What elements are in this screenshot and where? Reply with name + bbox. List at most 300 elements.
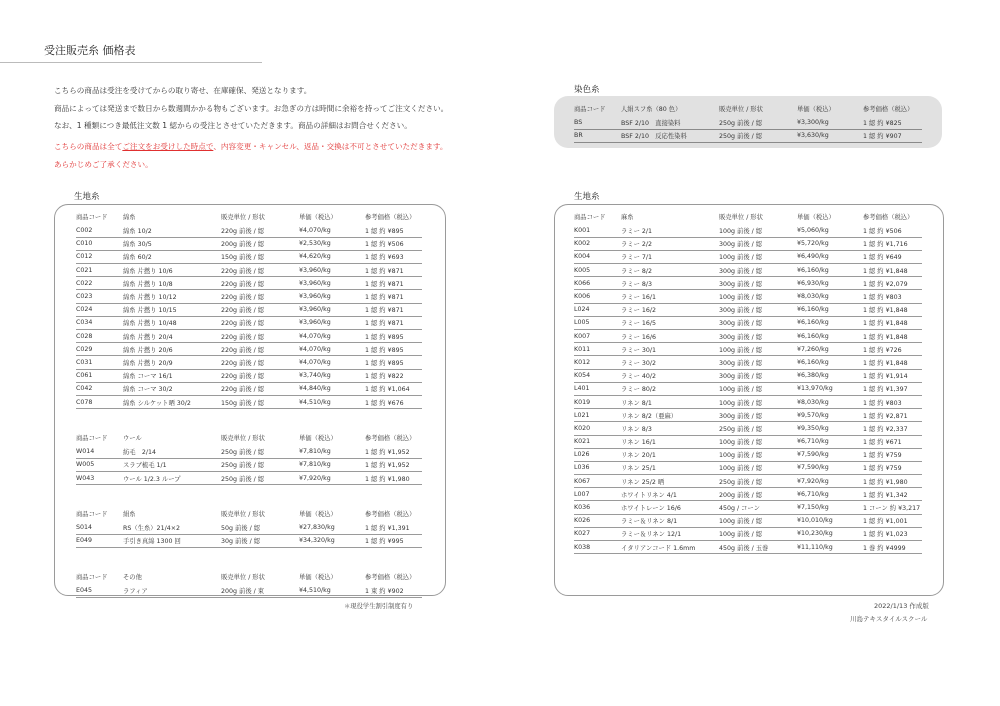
cell-unit: 200g 前後 / 綛 <box>221 237 299 250</box>
cell-price: ¥3,740/kg <box>299 369 365 382</box>
table-row <box>574 264 922 277</box>
cell-ref: 1 綛 約 ¥506 <box>863 224 922 237</box>
cell-unit: 150g 前後 / 綛 <box>221 250 299 263</box>
table-row <box>574 475 922 488</box>
cell-price: ¥6,930/kg <box>797 277 863 290</box>
cell-price: ¥7,590/kg <box>797 448 863 461</box>
table-row <box>574 356 922 369</box>
cell-unit: 300g 前後 / 綛 <box>719 369 797 382</box>
cell-price: ¥5,720/kg <box>797 237 863 250</box>
cell-unit: 200g 前後 / 束 <box>221 584 299 597</box>
cell-unit: 220g 前後 / 綛 <box>221 369 299 382</box>
cell-name: 手引き真綿 1300 回 <box>123 534 221 547</box>
cell-unit: 220g 前後 / 綛 <box>221 290 299 303</box>
cell-ref: 1 綛 約 ¥1,952 <box>365 445 422 458</box>
table-row <box>76 316 422 329</box>
cell-ref: 1 綛 約 ¥1,716 <box>863 237 922 250</box>
cell-name: リネン 8/2（亜麻） <box>621 409 719 422</box>
cell-code: K054 <box>574 369 621 382</box>
cell-price: ¥34,320/kg <box>299 534 365 547</box>
cell-unit: 300g 前後 / 綛 <box>719 237 797 250</box>
table-row <box>76 395 422 408</box>
cell-ref: 1 綛 約 ¥995 <box>365 534 422 547</box>
price-table <box>76 568 422 598</box>
group-spacer <box>76 409 422 429</box>
cell-unit: 300g 前後 / 綛 <box>719 264 797 277</box>
cell-price: ¥3,960/kg <box>299 277 365 290</box>
table-row <box>574 501 922 514</box>
cell-ref: 1 綛 約 ¥676 <box>365 395 422 408</box>
cell-name: リネン 25/1 <box>621 461 719 474</box>
warning-underlined: ご注文をお受けした時点で <box>122 142 214 151</box>
cell-code: K004 <box>574 250 621 263</box>
table-row <box>76 224 422 237</box>
cell-price: ¥4,510/kg <box>299 584 365 597</box>
cell-unit: 450g 前後 / 玉巻 <box>719 541 797 554</box>
cell-code: L024 <box>574 303 621 316</box>
warning-line2: あらかじめご了承ください。 <box>54 159 153 169</box>
header-price: 単価（税込） <box>797 105 835 113</box>
cell-ref: 1 コーン 約 ¥3,217 <box>863 501 922 514</box>
cell-name: ラミー 2/1 <box>621 224 719 237</box>
cell-name: BSF 2/10 直接染料 <box>621 116 719 129</box>
cell-code: K021 <box>574 435 621 448</box>
cell-ref: 1 綛 約 ¥822 <box>365 369 422 382</box>
cell-code: C010 <box>76 237 123 250</box>
cell-name: BSF 2/10 反応性染料 <box>621 129 719 142</box>
cell-name: ラミー 8/3 <box>621 277 719 290</box>
cell-code: C061 <box>76 369 123 382</box>
cell-name: ラミー＆リネン 12/1 <box>621 527 719 540</box>
cell-unit: 100g 前後 / 綛 <box>719 527 797 540</box>
cell-price: ¥3,630/kg <box>797 129 863 142</box>
header-category: 絹糸 <box>123 510 136 518</box>
table-row <box>574 461 922 474</box>
cell-unit: 300g 前後 / 綛 <box>719 277 797 290</box>
cell-price: ¥9,570/kg <box>797 409 863 422</box>
cell-code: K007 <box>574 330 621 343</box>
header-code: 商品コード <box>574 105 606 113</box>
warning-line <box>54 138 448 156</box>
cell-price: ¥7,260/kg <box>797 343 863 356</box>
table-row <box>574 330 922 343</box>
cell-unit: 220g 前後 / 綛 <box>221 316 299 329</box>
cell-price: ¥4,070/kg <box>299 224 365 237</box>
table-header-row <box>76 568 422 584</box>
table-row <box>574 395 922 408</box>
cell-price: ¥4,070/kg <box>299 356 365 369</box>
warning-text <box>54 138 448 173</box>
cell-unit: 100g 前後 / 綛 <box>719 224 797 237</box>
cell-name: ラミー 30/1 <box>621 343 719 356</box>
header-unit: 販売単位 / 形状 <box>221 434 265 442</box>
table-header-row <box>76 208 422 224</box>
cell-code: K019 <box>574 395 621 408</box>
header-category: 麻糸 <box>621 213 634 221</box>
table-row <box>574 435 922 448</box>
cell-unit: 300g 前後 / 綛 <box>719 356 797 369</box>
cell-ref: 1 綛 約 ¥1,914 <box>863 369 922 382</box>
cell-name: ラフィア <box>123 584 221 597</box>
cell-price: ¥4,840/kg <box>299 382 365 395</box>
cell-ref: 1 綛 約 ¥2,337 <box>863 422 922 435</box>
cell-ref: 1 綛 約 ¥649 <box>863 250 922 263</box>
table-row <box>574 514 922 527</box>
cell-name: 綿糸 コーマ 16/1 <box>123 369 221 382</box>
cell-ref: 1 綛 約 ¥726 <box>863 343 922 356</box>
group-spacer <box>76 485 422 505</box>
cell-name: リネン 25/2 晒 <box>621 475 719 488</box>
cell-ref: 1 束 約 ¥902 <box>365 584 422 597</box>
header-category: その他 <box>123 573 142 581</box>
table-row <box>76 290 422 303</box>
cell-ref: 1 綛 約 ¥1,391 <box>365 521 422 534</box>
group-spacer <box>76 548 422 568</box>
intro-line: 商品によっては発送まで数日から数週間かかる物もございます。お急ぎの方は時間に余裕を持ってご注文ください。 <box>54 103 449 113</box>
cell-unit: 100g 前後 / 綛 <box>719 448 797 461</box>
title-divider <box>0 62 262 63</box>
cell-code: C002 <box>76 224 123 237</box>
cell-name: ラミー 80/2 <box>621 382 719 395</box>
cell-ref: 1 綛 約 ¥1,848 <box>863 330 922 343</box>
cell-name: 綿糸 片撚り 10/48 <box>123 316 221 329</box>
cell-price: ¥6,160/kg <box>797 303 863 316</box>
cell-price: ¥4,510/kg <box>299 395 365 408</box>
cell-unit: 220g 前後 / 綛 <box>221 264 299 277</box>
cell-name: リネン 8/1 <box>621 395 719 408</box>
cell-ref: 1 綛 約 ¥871 <box>365 290 422 303</box>
cell-ref: 1 綛 約 ¥2,079 <box>863 277 922 290</box>
cell-name: 綿糸 30/5 <box>123 237 221 250</box>
header-code: 商品コード <box>76 510 108 518</box>
table-header-row <box>76 429 422 445</box>
cell-unit: 250g 前後 / 綛 <box>221 472 299 485</box>
table-row <box>76 382 422 395</box>
cell-ref: 1 綛 約 ¥2,871 <box>863 409 922 422</box>
cell-name: リネン 8/3 <box>621 422 719 435</box>
cell-code: L005 <box>574 316 621 329</box>
cell-unit: 220g 前後 / 綛 <box>221 277 299 290</box>
cell-unit: 100g 前後 / 綛 <box>719 290 797 303</box>
cell-code: K038 <box>574 541 621 554</box>
cell-ref: 1 綛 約 ¥871 <box>365 316 422 329</box>
cell-unit: 100g 前後 / 綛 <box>719 395 797 408</box>
cell-unit: 220g 前後 / 綛 <box>221 382 299 395</box>
cell-ref: 1 綛 約 ¥1,952 <box>365 458 422 471</box>
left-tables <box>76 208 422 598</box>
cell-name: スラブ梳毛 1/1 <box>123 458 221 471</box>
header-ref: 参考価格（税込） <box>365 434 416 442</box>
cell-ref: 1 綛 約 ¥1,064 <box>365 382 422 395</box>
cell-name: ウール 1/2.3 ループ <box>123 472 221 485</box>
header-price: 単価（税込） <box>797 213 835 221</box>
cell-unit: 100g 前後 / 綛 <box>719 343 797 356</box>
header-ref: 参考価格（税込） <box>365 213 416 221</box>
table-row <box>574 224 922 237</box>
cell-name: 綿糸 60/2 <box>123 250 221 263</box>
warning-part1: こちらの商品は全て <box>54 142 123 151</box>
cell-code: W014 <box>76 445 123 458</box>
cell-name: RS（生糸）21/4×2 <box>123 521 221 534</box>
cell-ref: 1 綛 約 ¥803 <box>863 290 922 303</box>
cell-price: ¥7,150/kg <box>797 501 863 514</box>
cell-ref: 1 綛 約 ¥1,848 <box>863 356 922 369</box>
cell-ref: 1 綛 約 ¥1,001 <box>863 514 922 527</box>
cell-price: ¥13,970/kg <box>797 382 863 395</box>
header-code: 商品コード <box>574 213 606 221</box>
cell-code: K036 <box>574 501 621 514</box>
cell-name: ラミー 40/2 <box>621 369 719 382</box>
cell-price: ¥10,010/kg <box>797 514 863 527</box>
header-unit: 販売単位 / 形状 <box>719 213 763 221</box>
table-row <box>76 237 422 250</box>
cell-code: K020 <box>574 422 621 435</box>
cell-code: C031 <box>76 356 123 369</box>
cell-unit: 450g / コーン <box>719 501 797 514</box>
header-price: 単価（税込） <box>299 573 337 581</box>
cell-ref: 1 綛 約 ¥803 <box>863 395 922 408</box>
cell-ref: 1 綛 約 ¥1,848 <box>863 264 922 277</box>
header-code: 商品コード <box>76 213 108 221</box>
cell-unit: 220g 前後 / 綛 <box>221 343 299 356</box>
header-unit: 販売単位 / 形状 <box>221 510 265 518</box>
cell-name: ラミー 30/2 <box>621 356 719 369</box>
cell-name: リネン 16/1 <box>621 435 719 448</box>
cell-price: ¥7,920/kg <box>797 475 863 488</box>
cell-code: C022 <box>76 277 123 290</box>
cell-code: W005 <box>76 458 123 471</box>
cell-name: ラミー 16/1 <box>621 290 719 303</box>
table-row <box>76 521 422 534</box>
cell-price: ¥8,030/kg <box>797 395 863 408</box>
cell-name: 綿糸 片撚り 20/9 <box>123 356 221 369</box>
intro-line: なお、1 種類につき最低注文数 1 綛からの受注とさせていただきます。商品の詳細はお問合せください。 <box>54 121 412 130</box>
cell-code: K001 <box>574 224 621 237</box>
cell-ref: 1 綛 約 ¥871 <box>365 303 422 316</box>
cell-code: C012 <box>76 250 123 263</box>
cell-code: C023 <box>76 290 123 303</box>
cell-price: ¥4,070/kg <box>299 343 365 356</box>
cell-ref: 1 綛 約 ¥759 <box>863 461 922 474</box>
table-row <box>76 584 422 597</box>
cell-ref: 1 綛 約 ¥1,397 <box>863 382 922 395</box>
cell-ref: 1 綛 約 ¥759 <box>863 448 922 461</box>
cell-code: K011 <box>574 343 621 356</box>
cell-code: K005 <box>574 264 621 277</box>
cell-price: ¥6,160/kg <box>797 330 863 343</box>
cell-name: 紡毛 2/14 <box>123 445 221 458</box>
table-row <box>76 264 422 277</box>
cell-ref: 1 綛 約 ¥895 <box>365 343 422 356</box>
table-row <box>574 382 922 395</box>
cell-ref: 1 綛 約 ¥871 <box>365 264 422 277</box>
cell-name: ラミー 16/5 <box>621 316 719 329</box>
cell-code: K026 <box>574 514 621 527</box>
cell-price: ¥7,590/kg <box>797 461 863 474</box>
cell-name: 綿糸 片撚り 20/6 <box>123 343 221 356</box>
cell-ref: 1 綛 約 ¥671 <box>863 435 922 448</box>
table-row <box>574 541 922 554</box>
right-table <box>574 208 922 554</box>
cell-unit: 250g 前後 / 綛 <box>719 422 797 435</box>
table-row <box>76 445 422 458</box>
cell-name: 綿糸 シルケット晒 30/2 <box>123 395 221 408</box>
cell-code: C028 <box>76 330 123 343</box>
table-row <box>76 356 422 369</box>
cell-code: C034 <box>76 316 123 329</box>
table-row <box>574 343 922 356</box>
cell-price: ¥6,160/kg <box>797 264 863 277</box>
cell-name: 綿糸 片撚り 10/12 <box>123 290 221 303</box>
cell-code: BR <box>574 129 621 142</box>
cell-name: ラミー 16/6 <box>621 330 719 343</box>
cell-code: C024 <box>76 303 123 316</box>
table-row <box>574 129 922 142</box>
cell-price: ¥6,380/kg <box>797 369 863 382</box>
cell-price: ¥6,160/kg <box>797 356 863 369</box>
intro-text <box>54 82 448 135</box>
right-section-title: 生地糸 <box>574 192 600 202</box>
table-header-row <box>574 208 922 224</box>
table-row <box>574 316 922 329</box>
table-row <box>574 422 922 435</box>
page-title: 受注販売糸 価格表 <box>44 44 136 57</box>
cell-name: ラミー 2/2 <box>621 237 719 250</box>
cell-price: ¥3,960/kg <box>299 316 365 329</box>
cell-unit: 220g 前後 / 綛 <box>221 330 299 343</box>
cell-name: 綿糸 片撚り 10/6 <box>123 264 221 277</box>
cell-price: ¥7,810/kg <box>299 445 365 458</box>
cell-unit: 100g 前後 / 綛 <box>719 250 797 263</box>
cell-price: ¥6,160/kg <box>797 316 863 329</box>
cell-code: K067 <box>574 475 621 488</box>
cell-price: ¥3,960/kg <box>299 264 365 277</box>
cell-ref: 1 綛 約 ¥1,342 <box>863 488 922 501</box>
cell-unit: 250g 前後 / 綛 <box>719 116 797 129</box>
header-unit: 販売単位 / 形状 <box>221 213 265 221</box>
table-header-row <box>574 100 922 116</box>
header-unit: 販売単位 / 形状 <box>719 105 763 113</box>
cell-code: E049 <box>76 534 123 547</box>
table-row <box>574 277 922 290</box>
cell-unit: 100g 前後 / 綛 <box>719 435 797 448</box>
cell-unit: 100g 前後 / 綛 <box>719 461 797 474</box>
cell-name: ラミー 7/1 <box>621 250 719 263</box>
cell-unit: 100g 前後 / 綛 <box>719 514 797 527</box>
cell-price: ¥5,060/kg <box>797 224 863 237</box>
cell-price: ¥3,300/kg <box>797 116 863 129</box>
cell-price: ¥6,710/kg <box>797 435 863 448</box>
cell-unit: 200g 前後 / 綛 <box>719 488 797 501</box>
cell-price: ¥3,960/kg <box>299 303 365 316</box>
table-row <box>76 303 422 316</box>
table-row <box>574 250 922 263</box>
cell-name: ラミー＆リネン 8/1 <box>621 514 719 527</box>
table-row <box>574 303 922 316</box>
header-price: 単価（税込） <box>299 510 337 518</box>
header-code: 商品コード <box>76 573 108 581</box>
cell-unit: 50g 前後 / 綛 <box>221 521 299 534</box>
cell-price: ¥7,920/kg <box>299 472 365 485</box>
table-row <box>574 290 922 303</box>
cell-name: イタリアンコード 1.6mm <box>621 541 719 554</box>
table-row <box>574 409 922 422</box>
cell-ref: 1 綛 約 ¥506 <box>365 237 422 250</box>
header-category: 綿糸 <box>123 213 136 221</box>
cell-name: ラミー 16/2 <box>621 303 719 316</box>
header-category: 人絹スフ糸（80 色） <box>621 105 682 113</box>
cell-code: S014 <box>76 521 123 534</box>
price-table <box>76 505 422 548</box>
cell-price: ¥10,230/kg <box>797 527 863 540</box>
header-price: 単価（税込） <box>299 213 337 221</box>
cell-code: K002 <box>574 237 621 250</box>
cell-ref: 1 綛 約 ¥907 <box>863 129 922 142</box>
cell-code: L026 <box>574 448 621 461</box>
cell-code: C029 <box>76 343 123 356</box>
price-table <box>574 208 922 554</box>
cell-price: ¥7,810/kg <box>299 458 365 471</box>
table-row <box>574 237 922 250</box>
header-ref: 参考価格（税込） <box>863 213 914 221</box>
table-row <box>76 458 422 471</box>
cell-code: BS <box>574 116 621 129</box>
left-section-title: 生地糸 <box>74 192 100 202</box>
header-code: 商品コード <box>76 434 108 442</box>
cell-price: ¥2,530/kg <box>299 237 365 250</box>
cell-code: K027 <box>574 527 621 540</box>
table-row <box>76 250 422 263</box>
cell-price: ¥4,070/kg <box>299 330 365 343</box>
cell-unit: 250g 前後 / 綛 <box>719 475 797 488</box>
cell-ref: 1 綛 約 ¥693 <box>365 250 422 263</box>
cell-unit: 100g 前後 / 綛 <box>719 382 797 395</box>
table-row <box>76 343 422 356</box>
cell-code: L021 <box>574 409 621 422</box>
cell-unit: 250g 前後 / 綛 <box>719 129 797 142</box>
cell-unit: 220g 前後 / 綛 <box>221 356 299 369</box>
cell-code: W043 <box>76 472 123 485</box>
table-row <box>76 369 422 382</box>
cell-ref: 1 綛 約 ¥1,023 <box>863 527 922 540</box>
cell-code: K006 <box>574 290 621 303</box>
cell-name: リネン 20/1 <box>621 448 719 461</box>
cell-ref: 1 巻 約 ¥4999 <box>863 541 922 554</box>
cell-name: 綿糸 10/2 <box>123 224 221 237</box>
warning-part2: 、内容変更・キャンセル、返品・交換は不可とさせていただきます。 <box>213 142 448 151</box>
table-row <box>574 448 922 461</box>
price-table <box>76 429 422 485</box>
cell-ref: 1 綛 約 ¥1,848 <box>863 303 922 316</box>
cell-code: L007 <box>574 488 621 501</box>
cell-ref: 1 綛 約 ¥1,980 <box>863 475 922 488</box>
table-row <box>574 116 922 129</box>
cell-code: C078 <box>76 395 123 408</box>
table-row <box>76 330 422 343</box>
header-ref: 参考価格（税込） <box>365 510 416 518</box>
cell-ref: 1 綛 約 ¥895 <box>365 330 422 343</box>
cell-unit: 300g 前後 / 綛 <box>719 330 797 343</box>
header-ref: 参考価格（税込） <box>365 573 416 581</box>
cell-price: ¥3,960/kg <box>299 290 365 303</box>
cell-ref: 1 綛 約 ¥1,980 <box>365 472 422 485</box>
dye-table <box>574 100 922 143</box>
table-row <box>574 527 922 540</box>
cell-name: 綿糸 片撚り 10/8 <box>123 277 221 290</box>
cell-unit: 300g 前後 / 綛 <box>719 303 797 316</box>
cell-price: ¥11,110/kg <box>797 541 863 554</box>
cell-unit: 30g 前後 / 綛 <box>221 534 299 547</box>
